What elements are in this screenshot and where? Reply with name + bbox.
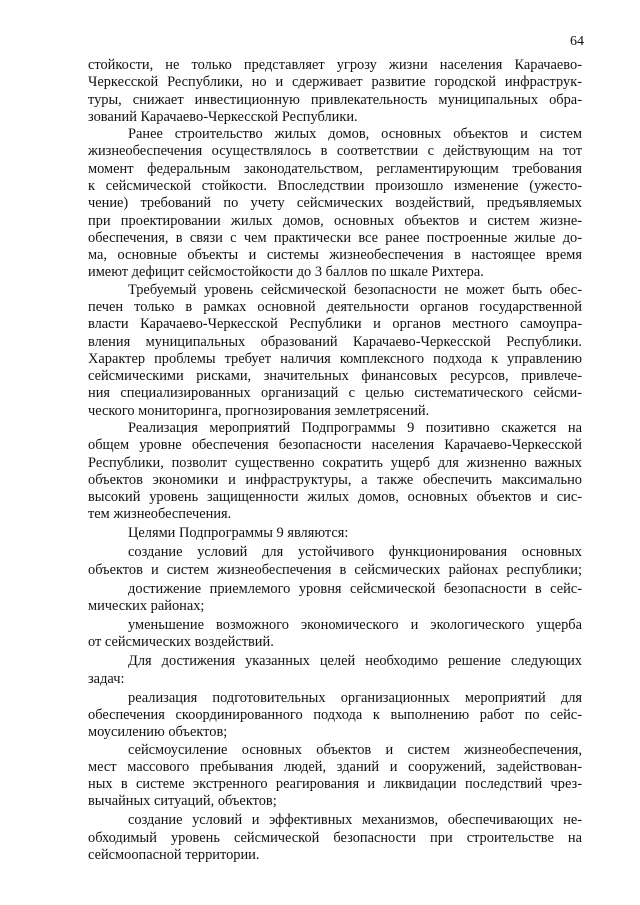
text-line: ных в системе экстренного реагирования и ликвидации последствий чрез- [88,776,582,793]
text-line: мест массового пребывания людей, зданий и сооружений, задействован- [88,758,582,775]
text-line: сейсмическими рисками, значительных финансовых ресурсов, привлече- [88,368,582,385]
text-line: обеспечения скоординированного подхода к выполнению работ по сейс- [88,706,582,723]
text-line: объектов экономики и инфраструктуры, а также обеспечить максимально [88,471,582,488]
text-line: ния специализированных организаций с целью систематического сейсми- [88,385,582,402]
text-line: Ранее строительство жилых домов, основных объектов и систем [128,126,582,143]
text-line: стойкости, не только представляет угрозу жизни населения Карачаево- [88,57,582,73]
text-line: реализация подготовительных организационных мероприятий для [128,689,582,706]
text-line: достижение приемлемого уровня сейсмической безопасности в сейс- [128,580,582,597]
text-line: от сейсмических воздействий. [88,634,274,651]
text-line: мических районах; [88,598,205,615]
text-line: ческого мониторинга, прогнозирования землетрясений. [88,402,430,419]
text-line: зований Карачаево-Черкесской Республики. [88,108,358,125]
text-line: уменьшение возможного экономического и экологического ущерба [128,617,582,634]
text-line: Черкесской Республики, но и сдерживает развитие городской инфраструк- [88,74,582,91]
text-line: общем уровне обеспечения безопасности населения Карачаево-Черкесской [88,437,582,454]
page-number: 64 [570,34,584,49]
text-line: при проектировании жилых домов, основных объектов и систем жизне- [88,212,582,229]
text-line: Реализация мероприятий Подпрограммы 9 позитивно скажется на [128,420,582,437]
text-line: создание условий и эффективных механизмов, обеспечивающих не- [128,812,582,829]
text-line: обходимый уровень сейсмической безопасности при строительстве на [88,829,582,846]
text-line: Республики, позволит существенно сократить ущерб для жизненно важных [88,454,582,471]
text-line: Для достижения указанных целей необходимо решение следующих [128,653,582,670]
text-line: вления муниципальных образований Карачаево-Черкесской Республики. [88,333,582,350]
text-line: Целями Подпрограммы 9 являются: [128,525,349,542]
text-line: имеют дефицит сейсмостойкости до 3 баллов по шкале Рихтера. [88,264,484,281]
text-line: чение) требований по учету сейсмических воздействий, предъявляемых [88,195,582,212]
text-line: объектов и систем жизнеобеспечения в сейсмических районах республики; [88,561,582,578]
text-line: ма, основные объекты и системы жизнеобеспечения в настоящее время [88,247,582,264]
text-line: задач: [88,670,125,687]
text-line: туры, снижает инвестиционную привлекательность муниципальных обра- [88,91,582,108]
text-line: Требуемый уровень сейсмической безопасности не может быть обес- [128,281,582,298]
text-line: момент федеральным законодательством, регламентирующим требования [88,160,582,177]
text-line: сейсмоусиление основных объектов и систем жизнеобеспечения, [128,741,582,758]
text-line: власти Карачаево-Черкесской Республики и органов местного самоупра- [88,316,582,333]
text-line: сейсмоопасной территории. [88,847,260,863]
text-line: создание условий для устойчивого функционирования основных [128,544,582,561]
text-line: обеспечения, в связи с чем практически все ранее построенные жилые до- [88,229,582,246]
text-line: моусилению объектов; [88,724,228,741]
text-line: печен только в рамках основной деятельности органов государственной [88,299,582,315]
text-line: Характер проблемы требует наличия комплексного подхода к управлению [88,350,582,367]
text-line: высокий уровень защищенности жилых домов, основных объектов и сис- [88,489,582,506]
text-line: вычайных ситуаций, объектов; [88,793,277,810]
text-line: к сейсмической стойкости. Впоследствии произошло изменение (ужесто- [88,178,582,194]
text-line: тем жизнеобеспечения. [88,506,232,523]
text-line: жизнеобеспечения осуществлялось в соответствии с действующим на тот [88,143,582,160]
